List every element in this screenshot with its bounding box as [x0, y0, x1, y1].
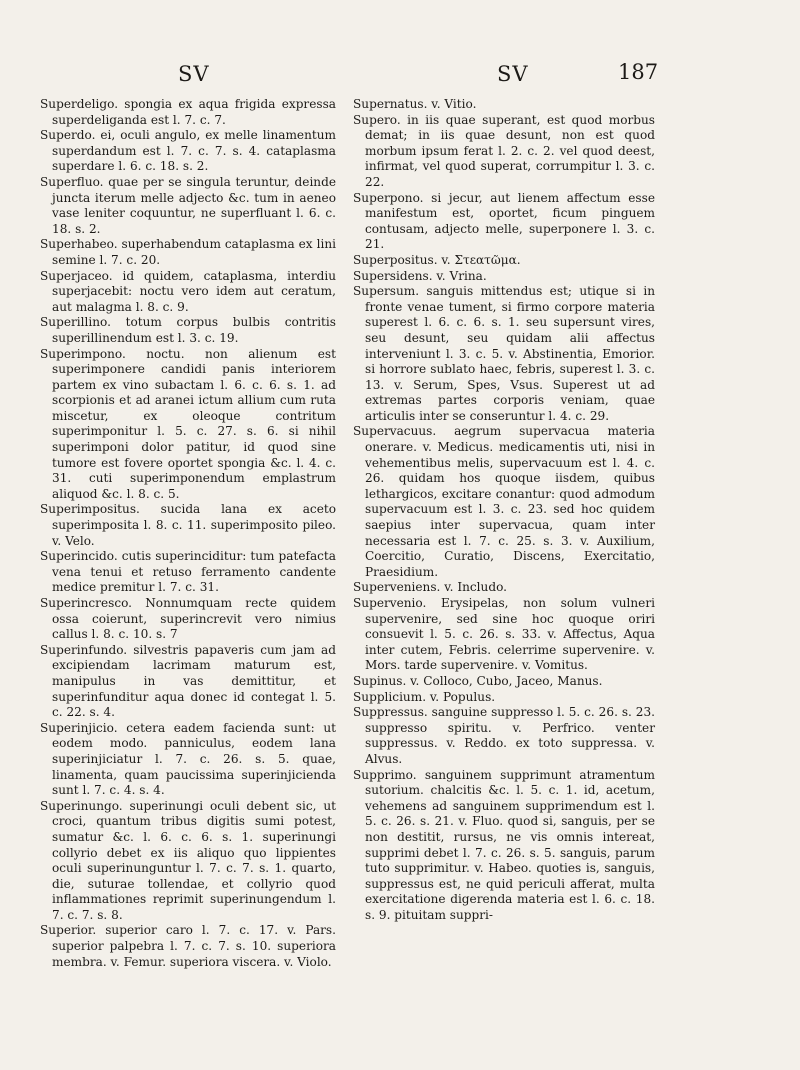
page-number: 187 [618, 60, 659, 84]
entry-superimpositus: Superimpositus. sucida lana ex aceto superimposita l. 8. c. 11. superimposito pileo. v. Velo. [40, 502, 336, 548]
entry-supersidens: Supersidens. v. Vrina. [353, 268, 487, 283]
entry-supervacuus: Supervacuus. aegrum supervacua materia onerare. v. Medicus. medicamentis uti, nisi in vehementibus melis, supervacuum est l. 4. c. 26. quidam hos quoque iisdem, quibus lethargicos, excitare conantur: quod admodum supervacuum est l. 3. c. 23. sed hoc quidem saepius inter supervacua, quam inter necessaria est l. 7. c. 25. s. 3. v. Auxilium, Coercitio, Curatio, Discens, Exercitatio, Praesidium. [353, 424, 655, 579]
entry-superinungo: Superinungo. superinungi oculi debent sic, ut croci, quantum tribus digitis sumi potest, sumatur &c. l. 6. c. 6. s. 1. superinungi collyrio debet ex iis aliquo quo lippientes oculi superinunguntur l. 7. c. 7. s. 1. quarto, die, suturae tollendae, et collyrio quod inflammationes reprimit superinungendum l. 7. c. 7. s. 8. [40, 798, 336, 922]
entry-superinfundo: Superinfundo. silvestris papaveris cum jam ad excipiendam lacrimam maturum est, manipulus in vas demittitur, et superinfunditur aqua donec id contegat l. 5. c. 22. s. 4. [40, 642, 336, 720]
entry-supplicium: Supplicium. v. Populus. [353, 689, 496, 704]
entry-superveniens: Superveniens. v. Includo. [353, 580, 507, 595]
entry-supero: Supero. in iis quae superant, est quod morbus demat; in iis quae desunt, non est quod morbum ipsum ferat l. 2. c. 2. vel quod deest, infirmat, vel quod superat, corrumpitur l. 3. c. 22. [353, 112, 655, 189]
right-column [353, 97, 655, 923]
entry-superpono: Superpono. si jecur, aut lienem affectum esse manifestum est, oportet, ficum pinguem contusam, adjecto melle, superponere l. 3. c. 21. [353, 190, 655, 252]
running-head-left: SV [178, 62, 210, 86]
entry-superior: Superior. superior caro l. 7. c. 17. v. Pars. superior palpebra l. 7. c. 7. s. 10. superiora membra. v. Femur. superiora viscera. v. Violo. [40, 923, 336, 969]
entry-superincido: Superincido. cutis superinciditur: tum patefacta vena tenui et retuso ferramento candente medice premitur l. 7. c. 31. [40, 549, 336, 595]
entry-supernatus: Supernatus. v. Vitio. [353, 97, 477, 111]
entry-superhabeo: Superhabeo. superhabendum cataplasma ex lini semine l. 7. c. 20. [40, 237, 336, 267]
entry-superfluo: Superfluo. quae per se singula teruntur, deinde juncta iterum melle adjecto &c. tum in aeneo vase leniter coquuntur, ne superfluant l. 6. c. 18. s. 2. [40, 174, 336, 236]
entry-suppressus: Suppressus. sanguine suppresso l. 5. c. 26. s. 23. suppresso spiritu. v. Perfrico. venter suppressus. v. Reddo. ex toto suppressa. v. Alvus. [353, 705, 655, 766]
entry-superincresco: Superincresco. Nonnumquam recte quidem ossa coierunt, superincrevit vero nimius callus l. 8. c. 10. s. 7 [40, 596, 336, 642]
entry-superinjicio: Superinjicio. cetera eadem facienda sunt: ut eodem modo. panniculus, eodem lana superinjiciatur l. 7. c. 26. s. 5. quae, linamenta, quam paucissima superinjicienda sunt l. 7. c. 4. s. 4. [40, 720, 336, 798]
entry-superpositus: Superpositus. v. Στεατῶμα. [353, 252, 521, 267]
entry-superillino: Superillino. totum corpus bulbis contritis superillinendum est l. 3. c. 19. [40, 315, 336, 345]
entry-superdo: Superdo. ei, oculi angulo, ex melle linamentum superdandum est l. 7. c. 7. s. 4. cataplasma superdare l. 6. c. 18. s. 2. [40, 128, 336, 174]
entry-superimpono: Superimpono. noctu. non alienum est superimponere candidi panis interiorem partem ex vino subactam l. 6. c. 6. s. 1. ad scorpionis et ad aranei ictum allium cum ruta miscetur, ex oleoque contritum superimponitur l. 5. c. 27. s. 6. si nihil superimponi dolor patitur, id quod sine tumore est fovere oportet spongia &c. l. 4. c. 31. cuti superimponendum emplastrum aliquod &c. l. 8. c. 5. [40, 346, 336, 501]
entry-supinus: Supinus. v. Colloco, Cubo, Jaceo, Manus. [353, 673, 603, 688]
entry-superjaceo: Superjaceo. id quidem, cataplasma, interdiu superjacebit: noctu vero idem aut ceratum, aut malagma l. 8. c. 9. [40, 268, 336, 314]
entry-supervenio: Supervenio. Erysipelas, non solum vulneri supervenire, sed sine hoc quoque oriri consuevit l. 5. c. 26. s. 33. v. Affectus, Aqua inter cutem, Febris. celerrime supervenire. v. Mors. tarde supervenire. v. Vomitus. [353, 596, 655, 673]
entry-superdeligo: Superdeligo. spongia ex aqua frigida expressa superdeliganda est l. 7. c. 7. [40, 97, 336, 127]
running-head-right: SV [497, 62, 529, 86]
entry-supersum: Supersum. sanguis mittendus est; utique si in fronte venae tument, si firmo corpore materia superest l. 6. c. 6. s. 1. seu supersunt vires, seu desunt, seu quidam alii affectus interveniunt l. 3. c. 5. v. Abstinentia, Emorior. si horrore sublato haec, febris, superest l. 3. c. 13. v. Serum, Spes, Vsus. Superest ut ad extremas partes corporis veniam, quae articulis inter se conseruntur l. 4. c. 29. [353, 284, 655, 423]
entry-supprimo: Supprimo. sanguinem supprimunt atramentum sutorium. chalcitis &c. l. 5. c. 1. id, acetum, vehemens ad sanguinem supprimendum est l. 5. c. 26. s. 21. v. Fluo. quod si, sanguis, per se non destitit, rursus, ne vis omnis intereat, supprimi debet l. 7. c. 26. s. 5. sanguis, parum tuto supprimitur. v. Habeo. quoties is, sanguis, suppressus est, ne quid periculi afferat, multa exercitatione digerenda materia est l. 6. c. 18. s. 9. pituitam suppri- [353, 767, 655, 922]
left-column [40, 97, 336, 970]
